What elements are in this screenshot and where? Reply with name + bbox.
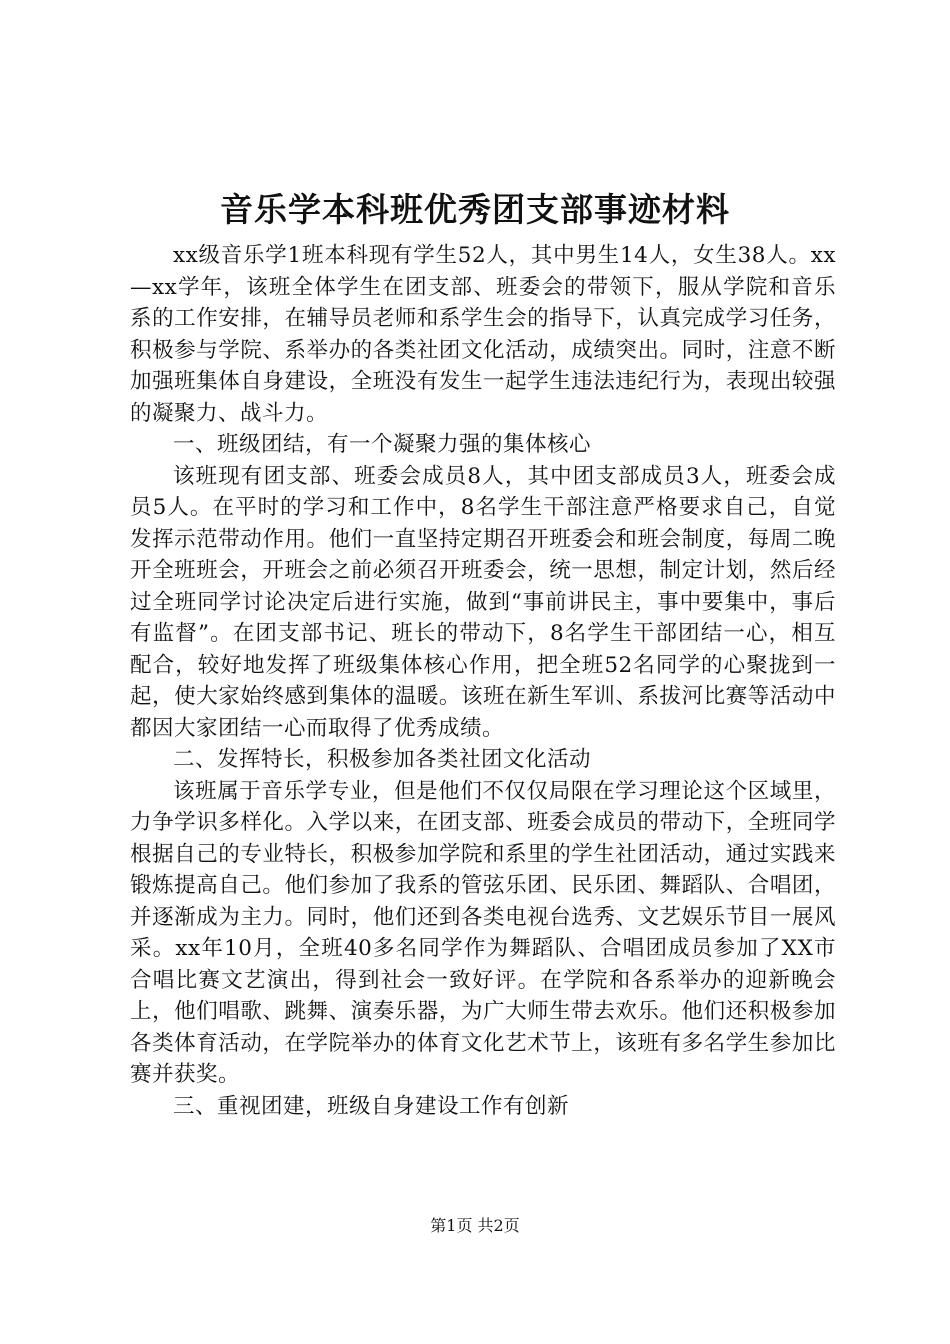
section-heading-1: 一、班级团结，有一个凝聚力强的集体核心 <box>173 432 592 457</box>
page-footer: 第1页 共2页 <box>430 1216 520 1235</box>
section-heading-2: 二、发挥特长，积极参加各类社团文化活动 <box>173 747 592 772</box>
section-1-paragraph: 该班现有团支部、班委会成员8人，其中团支部成员3人，班委会成员5人。在平时的学习和工作中，8名学生干部注意严格要求自己，自觉发挥示范带动作用。他们一直坚持定期召开班委会和班会制度，每周二晚开全班班会，开班会之前必须召开班委会，统一思想，制定计划，然后经过全班同学讨论决定后进行实施，做到“事前讲民主，事中要集中，事后有监督”。在团支部书记、班长的带动下，8名学生干部团结一心，相互配合，较好地发挥了班级集体核心作用，把全班52名同学的心聚拢到一起，使大家始终感到集体的温暖。该班在新生军训、系拔河比赛等活动中都因大家团结一心而取得了优秀成绩。 <box>130 463 836 741</box>
intro-paragraph: xx级音乐学1班本科现有学生52人，其中男生14人，女生38人。xx—xx学年，该班全体学生在团支部、班委会的带领下，服从学院和音乐系的工作安排，在辅导员老师和系学生会的指导下，认真完成学习任务，积极参与学院、系举办的各类社团文化活动，成绩突出。同时，注意不断加强班集体自身建设，全班没有发生一起学生违法违纪行为，表现出较强的凝聚力、战斗力。 <box>130 243 836 426</box>
document-body <box>130 240 836 1122</box>
document-title: 音乐学本科班优秀团支部事迹材料 <box>220 190 730 229</box>
section-heading-3: 三、重视团建，班级自身建设工作有创新 <box>173 1093 570 1119</box>
section-2-paragraph: 该班属于音乐学专业，但是他们不仅仅局限在学习理论这个区域里，力争学识多样化。入学以来，在团支部、班委会成员的带动下，全班同学根据自己的专业特长，积极参加学院和系里的学生社团活动，通过实践来锻炼提高自己。他们参加了我系的管弦乐团、民乐团、舞蹈队、合唱团，并逐渐成为主力。同时，他们还到各类电视台选秀、文艺娱乐节目一展风采。xx年10月，全班40多名同学作为舞蹈队、合唱团成员参加了XX市合唱比赛文艺演出，得到社会一致好评。在学院和各系举办的迎新晚会上，他们唱歌、跳舞、演奏乐器，为广大师生带去欢乐。他们还积极参加各类体育活动，在学院举办的体育文化艺术节上，该班有多名学生参加比赛并获奖。 <box>130 778 836 1087</box>
